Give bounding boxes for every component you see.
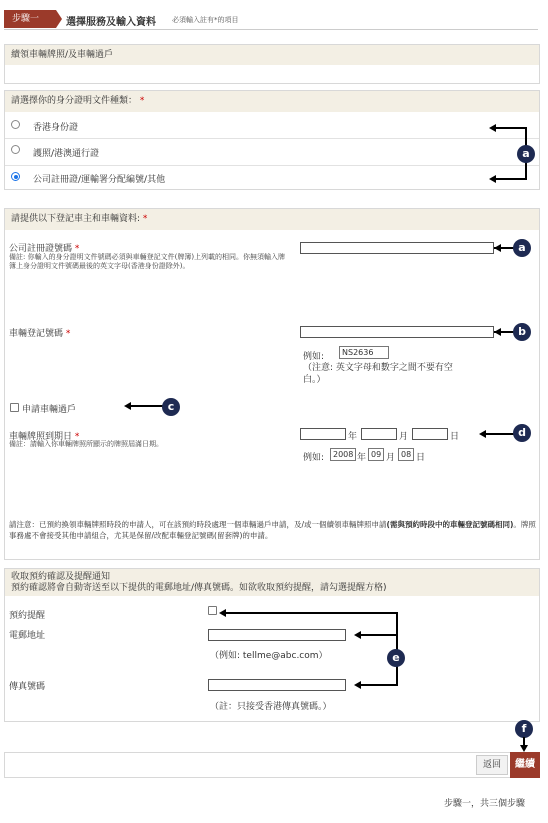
reminder-label: 預約提醒 <box>9 611 46 621</box>
year-unit: 年 <box>348 432 358 442</box>
radio-passport-label[interactable]: 護照/港澳通行證 <box>33 149 100 159</box>
radio-passport[interactable] <box>11 145 20 154</box>
fax-input[interactable] <box>208 679 346 691</box>
step-badge: 步驟一 <box>4 10 56 28</box>
annotation-marker-c: c <box>162 398 180 416</box>
email-label: 電郵地址 <box>9 631 46 641</box>
annotation-line <box>496 178 526 180</box>
company-reg-input[interactable] <box>300 242 494 254</box>
required-mark: * <box>74 244 80 254</box>
expiry-example-prefix: 例如: <box>303 453 325 463</box>
annotation-arrowhead <box>494 328 501 336</box>
vehicle-reg-label-row <box>9 326 70 339</box>
notify-header <box>5 569 539 596</box>
reminder-checkbox[interactable] <box>208 606 217 615</box>
notify-title: 收取預約確認及提醒通知 <box>11 572 111 582</box>
required-mark: * <box>139 96 145 106</box>
vehicle-reg-example-prefix: 例如: <box>303 352 325 362</box>
email-input[interactable] <box>208 629 346 641</box>
id-type-header <box>5 91 539 112</box>
annotation-arrowhead <box>219 609 226 617</box>
expiry-note: 備註：請輸入你車輛牌照所顯示的牌照屆滿日期。 <box>9 440 163 448</box>
expiry-year-input[interactable] <box>300 428 346 440</box>
continue-button[interactable]: 繼續 <box>510 752 540 778</box>
annotation-marker-d: d <box>513 424 531 442</box>
id-type-title: 請選擇你的身分證明文件種類： <box>11 96 138 106</box>
annotation-arrowhead <box>124 402 131 410</box>
annotation-arrowhead <box>489 175 496 183</box>
annotation-line <box>360 684 397 686</box>
annotation-line <box>485 433 515 435</box>
expiry-label: 車輛牌照到期日 <box>9 432 73 442</box>
annotation-line <box>496 127 526 129</box>
annotation-arrowhead <box>354 681 361 689</box>
annotation-marker-f: f <box>515 720 533 738</box>
radio-company-reg-label[interactable]: 公司註冊證/運輸署分配編號/其他 <box>33 175 166 185</box>
owner-title: 請提供以下登記車主和車輛資料: <box>11 214 141 224</box>
company-reg-label: 公司註冊證號碼 <box>9 244 73 254</box>
step-badge-arrow <box>56 10 62 28</box>
annotation-marker-a: a <box>513 239 531 257</box>
fax-hint: （註：只接受香港傳真號碼。） <box>210 702 332 712</box>
email-hint: （例如: tellme@abc.com） <box>210 651 328 661</box>
annotation-marker-b: b <box>513 323 531 341</box>
radio-hkid[interactable] <box>11 120 20 129</box>
year-unit: 年 <box>357 453 367 463</box>
annotation-arrowhead <box>489 124 496 132</box>
expiry-day-input[interactable] <box>412 428 448 440</box>
vehicle-reg-input[interactable] <box>300 326 494 338</box>
vehicle-reg-label: 車輛登記號碼 <box>9 329 64 339</box>
required-mark: * <box>74 432 80 442</box>
service-title: 續領車輛牌照/及車輛過戶 <box>5 45 539 65</box>
vehicle-reg-example: NS2636 <box>339 346 389 359</box>
expiry-example-month: 09 <box>368 448 384 461</box>
fax-label: 傳真號碼 <box>9 682 46 692</box>
day-unit: 日 <box>450 432 460 442</box>
transfer-checkbox[interactable] <box>10 403 19 412</box>
step-progress: 步驟一，共三個步驟 <box>444 799 526 809</box>
page-title: 選擇服務及輸入資料 <box>66 17 156 28</box>
day-unit: 日 <box>416 453 426 463</box>
vehicle-reg-hint: （注意: 英文字母和數字之間不要有空白。） <box>303 363 453 385</box>
expiry-example-day: 08 <box>398 448 414 461</box>
footer-bar <box>4 752 540 778</box>
header-divider <box>4 29 538 30</box>
transfer-notice: 請注意：已預約換領車輛牌照時段的申請人，可在該預約時段處理一個車輛過戶申請，及/或一個續領車輛牌照申請(需與預約時段中的車輛登記號碼相同)。牌照事務處不會接受其他申請組合，尤其是保留/改配車輛登記號碼(留套牌)的申請。 <box>9 520 536 540</box>
radio-hkid-label[interactable]: 香港身份證 <box>33 123 79 133</box>
required-note: 必須輸入註有*的項目 <box>172 16 239 24</box>
annotation-arrowhead <box>479 430 486 438</box>
annotation-marker-a: a <box>517 145 535 163</box>
annotation-arrowhead <box>354 631 361 639</box>
service-panel <box>4 44 540 84</box>
transfer-label[interactable]: 申請車輛過戶 <box>22 405 77 415</box>
annotation-arrowhead <box>494 244 501 252</box>
owner-header <box>5 209 539 230</box>
annotation-line <box>360 634 397 636</box>
radio-company-reg[interactable] <box>11 172 20 181</box>
month-unit: 月 <box>386 453 396 463</box>
company-reg-note: 備註: 你輸入的身分證明文件號碼必須與車輛登記文件(牌簿)上列載的相同。你無須輸入牌簿上身分證明文件號碼最後的英文字母(香港身份證除外)。 <box>9 253 286 270</box>
expiry-example-year: 2008 <box>330 448 356 461</box>
annotation-arrowhead <box>520 745 528 752</box>
month-unit: 月 <box>399 432 409 442</box>
required-mark: * <box>65 329 71 339</box>
notice-emphasis: (需與預約時段中的車輛登記號碼相同) <box>386 520 514 529</box>
expiry-month-input[interactable] <box>361 428 397 440</box>
annotation-line <box>225 612 397 614</box>
annotation-marker-e: e <box>387 649 405 667</box>
required-mark: * <box>142 214 148 224</box>
notify-subtitle: 預約確認將會自動寄送至以下提供的電郵地址/傳真號碼。如欲收取預約提醒，請勾選提醒方格) <box>11 583 387 593</box>
row-divider <box>5 138 539 139</box>
row-divider <box>5 165 539 166</box>
back-button[interactable]: 返回 <box>476 755 508 775</box>
annotation-line <box>130 405 164 407</box>
